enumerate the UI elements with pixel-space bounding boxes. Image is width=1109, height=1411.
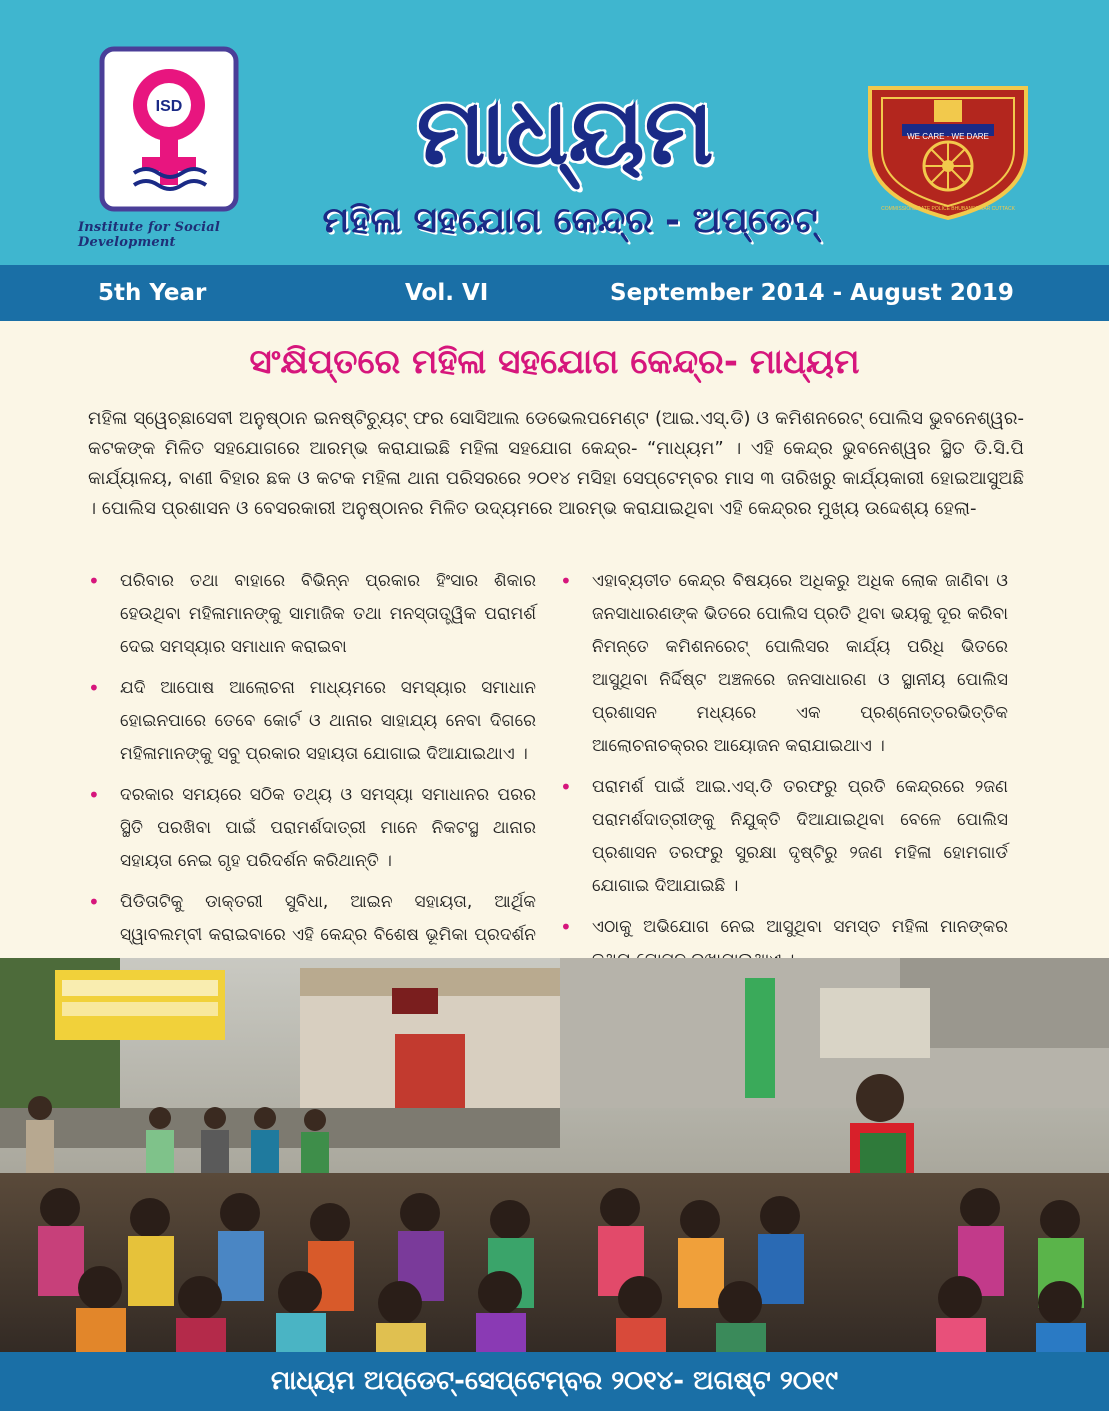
bullet-icon: • [88, 676, 100, 700]
isd-logo-text: ISD [155, 98, 183, 115]
issue-year: 5th Year [98, 280, 207, 306]
police-ring-text: COMMISSIONERATE POLICE BHUBANESWAR CUTTACK [881, 206, 1015, 212]
bullet-icon: • [560, 569, 572, 593]
list-item [560, 771, 1008, 903]
list-item-text: ପରିବାର ତଥା ବାହାରେ ବିଭିନ୍ନ ପ୍ରକାର ହିଂସାର ଶିକାର ହେଉଥିବା ମହିଳାମାନଙ୍କୁ ସାମାଜିକ ତଥା ମନସ୍ତାତ୍ତ୍ୱିକ ପରାମର୍ଶ ଦେଇ ସମସ୍ୟାର ସମାଧାନ କରାଇବା [120, 571, 536, 657]
list-item-text: ଏଠାକୁ ଅଭିଯୋଗ ନେଇ ଆସୁଥିବା ସମସ୍ତ ମହିଳା ମାନଙ୍କର [592, 917, 1008, 937]
list-item [88, 565, 536, 664]
bullet-icon: • [560, 915, 572, 939]
isd-caption: Institute for Social Development [78, 220, 220, 250]
issue-volume: Vol. VI [405, 280, 489, 306]
intro-paragraph: ମହିଳା ସ୍ୱେଚ୍ଛାସେବୀ ଅନୁଷ୍ଠାନ ଇନଷ୍ଟିଚ୍ୟୁଟ୍ ଫର ସୋସିଆଲ ଡେଭେଲପମେଣ୍ଟ (ଆଇ.ଏସ୍.ଡି) ଓ କମିଶନରେଟ୍ ପୋଲିସ ଭୁବନେଶ୍ୱର-କଟକଙ୍କ ମିଳିତ ସହଯୋଗରେ ଆରମ୍ଭ କରାଯାଇଛି ମହିଳା ସହଯୋଗ କେନ୍ଦ୍ର- “ମାଧ୍ୟମ” । ଏହି କେନ୍ଦ୍ର ଭୁବନେଶ୍ୱର ସ୍ଥିତ ଡି.ସି.ପି କାର୍ଯ୍ୟାଳୟ, ବାଣୀ ବିହାର ଛକ ଓ କଟକ ମହିଳା ଥାନା ପରିସରରେ ୨୦୧୪ ମସିହା ସେପ୍ଟେମ୍ବର ମାସ ୩ ତାରିଖରୁ କାର୍ଯ୍ୟକାରୀ ହୋଇଆସୁଅଛି । ପୋଲିସ ପ୍ରଶାସନ ଓ ବେସରକାରୀ ଅନୁଷ୍ଠାନର ମିଳିତ ଉଦ୍ୟମରେ ଆରମ୍ଭ କରାଯାଇଥିବା ଏହି କେନ୍ଦ୍ରର ମୁଖ୍ୟ ଉଦ୍ଦେଶ୍ୟ ହେଲା- [88, 408, 1024, 519]
article-title: ସଂକ୍ଷିପ୍ତରେ ମହିଳା ସହଯୋଗ କେନ୍ଦ୍ର- ମାଧ୍ୟମ [249, 342, 860, 382]
photo-collage [0, 958, 1109, 1390]
police-emblem [860, 80, 1036, 220]
list-item-text: ଏହାବ୍ୟତୀତ କେନ୍ଦ୍ର ବିଷୟରେ ଅଧିକରୁ ଅଧିକ ଲୋକ ଜାଣିବା ଓ ଜନସାଧାରଣଙ୍କ ଭିତରେ ପୋଲିସ ପ୍ରତି ଥିବା ଭୟକୁ ଦୂର କରିବା ନିମନ୍ତେ କମିଶନରେଟ୍ ପୋଲିସର କାର୍ଯ୍ୟ ପରିଧି ଭିତରେ ଆସୁଥିବା ନିର୍ଦ୍ଦିଷ୍ଟ ଅଞ୍ଚଳରେ ଜନସାଧାରଣ ଓ ସ୍ଥାନୀୟ ପୋଲିସ ପ୍ରଶାସନ ମଧ୍ୟରେ ଏକ ପ୍ରଶ୍ନୋତ୍ତରଭିତ୍ତିକ ଆଲୋଚନାଚକ୍ରର ଆୟୋଜନ କରାଯାଇଥାଏ । [592, 571, 1008, 756]
list-item-text: ଦରକାର ସମୟରେ ସଠିକ ତଥ୍ୟ ଓ ସମସ୍ୟା ସମାଧାନର ପରର ସ୍ଥିତି ପରଖିବା ପାଇଁ ପରାମର୍ଶଦାତ୍ରୀ ମାନେ ନିକଟସ୍ଥ ଥାନାର ସହାୟତା ନେଇ ଗୃହ ପରିଦର୍ଶନ କରିଥାନ୍ତି । [120, 785, 536, 871]
issue-period: September 2014 - August 2019 [610, 280, 1014, 306]
masthead-subtitle: ମହିଳା ସହଯୋଗ କେନ୍ଦ୍ର - ଅପ୍‌ଡେଟ୍ [322, 200, 818, 241]
masthead-title: ମାଧ୍ୟମ [416, 78, 714, 185]
list-item-text: ପରାମର୍ଶ ପାଇଁ ଆଇ.ଏସ୍.ଡି ତରଫରୁ ପ୍ରତି କେନ୍ଦ୍ରରେ ୨ଜଣ ପରାମର୍ଶଦାତ୍ରୀଙ୍କୁ ନିଯୁକ୍ତି ଦିଆଯାଇଥିବା ବେଳେ ପୋଲିସ ପ୍ରଶାସନ ତରଫରୁ ସୁରକ୍ଷା ଦୃଷ୍ଟିରୁ ୨ଜଣ ମହିଳା ହୋମଗାର୍ଡ ଯୋଗାଇ ଦିଆଯାଇଛି । [592, 777, 1008, 896]
police-motto: WE CARE · WE DARE [907, 132, 989, 141]
list-item [88, 672, 536, 771]
right-bullet-list [560, 565, 1008, 985]
isd-logo [98, 45, 240, 213]
bullet-icon: • [88, 890, 100, 914]
bullet-icon: • [88, 783, 100, 807]
list-item [88, 779, 536, 878]
header-banner [0, 0, 1109, 265]
list-item [560, 565, 1008, 763]
bullet-icon: • [560, 775, 572, 799]
bullet-icon: • [88, 569, 100, 593]
footer-text: ମାଧ୍ୟମ ଅପ୍‌ଡେଟ୍-ସେପ୍ଟେମ୍ବର ୨୦୧୪- ଅଗଷ୍ଟ ୨୦୧୯ [270, 1366, 839, 1396]
list-item-text: ଯଦି ଆପୋଷ ଆଲୋଚନା ମାଧ୍ୟମରେ ସମସ୍ୟାର ସମାଧାନ ହୋଇନପାରେ ତେବେ କୋର୍ଟ ଓ ଥାନାର ସାହାଯ୍ୟ ନେବା ଦିଗରେ ମହିଳାମାନଙ୍କୁ ସବୁ ପ୍ରକାର ସହାୟତା ଯୋଗାଇ ଦିଆଯାଇଥାଏ । [120, 678, 536, 764]
list-item-text: ପିଡିତାଟିକୁ ଡାକ୍ତରୀ ସୁବିଧା, ଆଇନ ସହାୟତା, ଆର୍ଥିକ ସ୍ୱାବଲମ୍ବୀ କରାଇବାରେ ଏହି କେନ୍ଦ୍ର ବିଶେଷ ଭୂମିକା ପ୍ରଦର୍ଶନ [120, 892, 536, 945]
issue-info-bar [0, 265, 1109, 321]
left-bullet-list [88, 565, 536, 993]
